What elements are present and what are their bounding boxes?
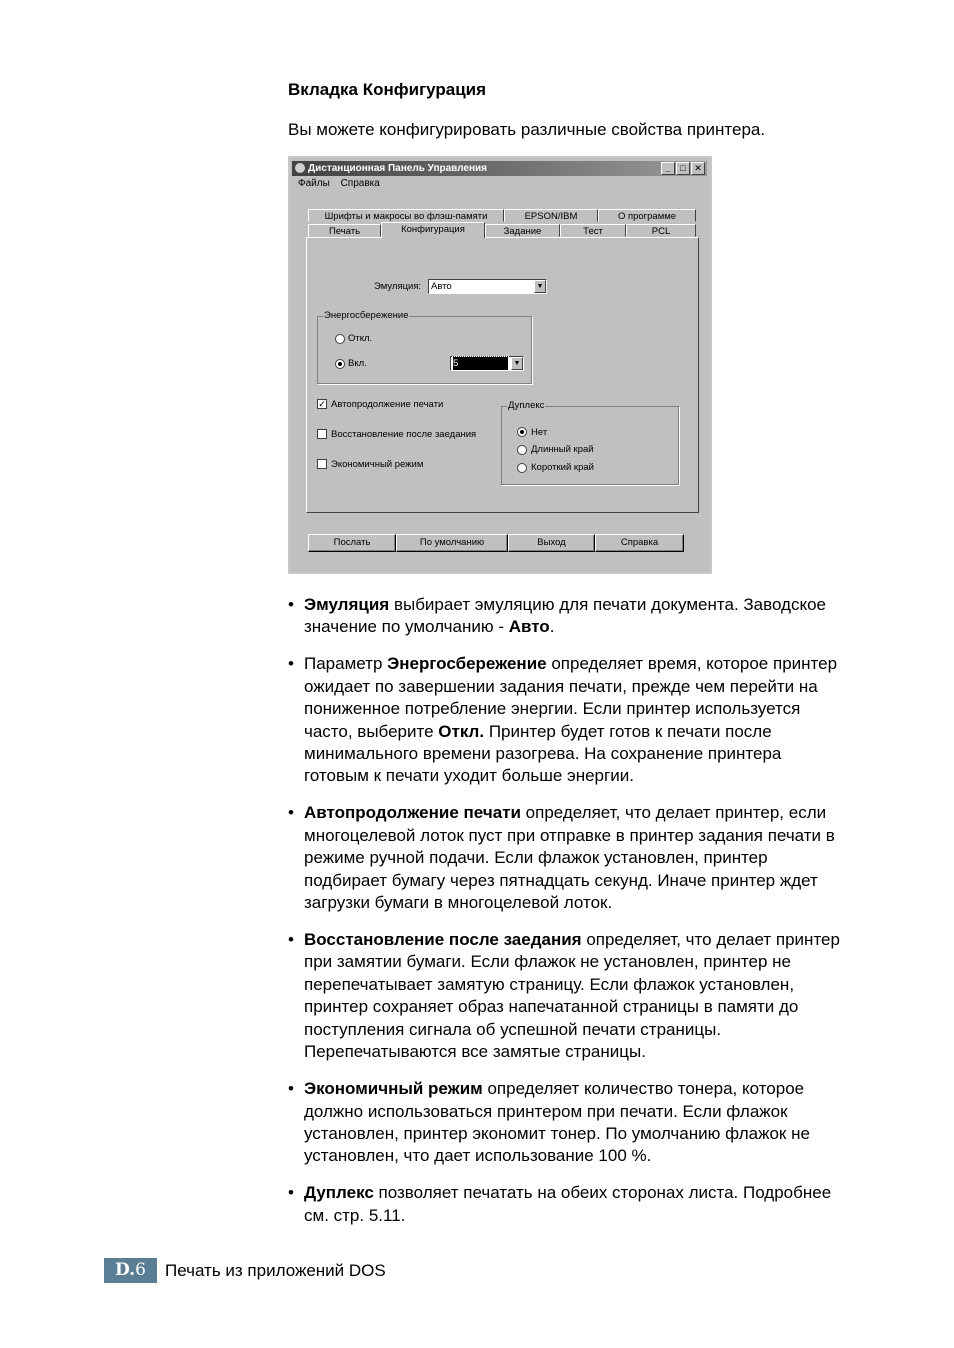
menu-file[interactable]: Файлы: [298, 178, 330, 189]
desc-economy-mode: определяет количество тонера, которое должно использоваться принтером при печати. Если флажок установлен, принтер экономит тонер. По умолчанию флажок не установлен, что дает использование 100 %.: [304, 1079, 810, 1166]
jam-recovery-label: Восстановление после заедания: [331, 429, 477, 440]
power-time-value: 5: [453, 357, 508, 370]
menu-help[interactable]: Справка: [340, 178, 380, 189]
tab-print[interactable]: Печать: [308, 224, 381, 237]
tab-pcl[interactable]: PCL: [626, 224, 696, 237]
duplex-long-edge-label: Длинный край: [531, 444, 594, 455]
economy-mode-checkbox[interactable]: [317, 459, 327, 469]
page-number: 6: [135, 1260, 146, 1280]
duplex-long-edge-radio[interactable]: [517, 445, 527, 455]
power-time-select[interactable]: [450, 356, 524, 371]
desc-jam-recovery: определяет, что делает принтер при замятии бумаги. Если флажок не установлен, принтер не перепечатывает замятую страницу. Если флажок установлен, принтер сохраняет образ напечатанной страницы в памяти до поступления сигнала об успешной печати страницы. Перепечатываются все замятые страницы.: [304, 930, 840, 1062]
duplex-short-edge-radio[interactable]: [517, 463, 527, 473]
chevron-down-icon[interactable]: ▼: [534, 280, 546, 293]
power-on-radio[interactable]: [335, 359, 345, 369]
term-jam-recovery: Восстановление после заедания: [304, 930, 582, 950]
list-item-duplex: [288, 1182, 848, 1227]
list-item-jam-recovery: [288, 929, 848, 1063]
desc-duplex: позволяет печатать на обеих сторонах листа. Подробнее см. стр. 5.11.: [304, 1183, 832, 1225]
term-auto: Авто: [508, 617, 550, 637]
term-auto-continue: Автопродолжение печати: [304, 803, 521, 823]
duplex-legend: Дуплекс: [508, 400, 545, 411]
window-titlebar: [292, 161, 707, 176]
footer-title: Печать из приложений DOS: [165, 1260, 386, 1280]
tab-test[interactable]: Тест: [560, 224, 626, 237]
tab-epson-ibm[interactable]: EPSON/IBM: [504, 209, 598, 222]
control-panel-screenshot: [288, 156, 712, 574]
term-duplex: Дуплекс: [304, 1183, 374, 1203]
list-item-emulation: [288, 594, 848, 639]
power-save-group: [317, 310, 532, 384]
tab-about[interactable]: О программе: [598, 209, 696, 222]
desc-power-save: определяет время, которое принтер ожидает по завершении задания печати, прежде чем перейти на пониженное потребление энергии. Если принтер используется часто, выберите: [304, 654, 838, 741]
term-power-save: Энергосбережение: [387, 654, 547, 674]
power-save-legend: Энергосбережение: [324, 310, 409, 321]
desc-emulation: выбирает эмуляцию для печати документа. Заводское значение по умолчанию -: [304, 595, 826, 637]
term-off: Откл.: [438, 721, 485, 741]
emulation-value: Авто: [431, 281, 452, 292]
term-emulation: Эмуляция: [304, 595, 390, 614]
emulation-label: Эмуляция:: [374, 281, 422, 292]
tabs-back-row: [308, 209, 696, 222]
auto-continue-label: Автопродолжение печати: [331, 399, 444, 410]
list-item-power-save: [288, 653, 848, 787]
duplex-short-edge-label: Короткий край: [531, 462, 594, 473]
help-button[interactable]: Справка: [595, 534, 684, 552]
send-button[interactable]: Послать: [308, 534, 396, 552]
desc-emulation-end: .: [549, 617, 555, 637]
chevron-down-icon[interactable]: ▼: [511, 357, 523, 370]
close-button[interactable]: ✕: [691, 162, 705, 175]
jam-recovery-checkbox[interactable]: [317, 429, 327, 439]
window-title: Дистанционная Панель Управления: [308, 163, 487, 174]
maximize-button[interactable]: □: [676, 162, 690, 175]
emulation-select[interactable]: [428, 279, 547, 294]
options-list: [288, 594, 848, 1242]
intro-paragraph: Вы можете конфигурировать различные свойства принтера.: [288, 120, 766, 139]
economy-mode-label: Экономичный режим: [331, 459, 424, 470]
minimize-button[interactable]: _: [661, 162, 675, 175]
power-off-radio[interactable]: [335, 334, 345, 344]
tabs-front-row: [308, 224, 696, 238]
pre-power-save: Параметр: [304, 654, 388, 674]
section-title: Вкладка Конфигурация: [288, 80, 487, 99]
power-off-label: Откл.: [348, 333, 373, 344]
defaults-button[interactable]: По умолчанию: [396, 534, 508, 552]
exit-button[interactable]: Выход: [508, 534, 595, 552]
tab-job[interactable]: Задание: [485, 224, 560, 237]
power-on-label: Вкл.: [348, 358, 367, 369]
tab-flash-fonts[interactable]: Шрифты и макросы во флэш-памяти: [308, 209, 504, 222]
term-economy-mode: Экономичный режим: [304, 1079, 483, 1099]
list-item-auto-continue: [288, 802, 848, 914]
auto-continue-checkbox[interactable]: ✓: [318, 399, 326, 409]
desc-auto-continue: определяет, что делает принтер, если многоцелевой лоток пуст при отправке в принтер задания печати в режиме ручной подачи. Если флажок установлен, принтер подбирает бумагу через пятнадцать секунд. Иначе принтер ждет загрузки бумаги в многоцелевой лоток.: [304, 803, 835, 913]
app-icon: [295, 163, 305, 173]
menu-bar: [298, 178, 388, 189]
page-number-badge: [104, 1258, 157, 1283]
duplex-none-label: Нет: [531, 427, 548, 438]
duplex-none-radio[interactable]: [517, 427, 527, 437]
list-item-economy-mode: [288, 1078, 848, 1168]
page-section: D.: [115, 1260, 136, 1280]
tab-configuration[interactable]: Конфигурация: [381, 222, 485, 238]
desc-power-save-end: Принтер будет готов к печати после минимального времени разогрева. На сохранение принтера готовым к печати уходит больше энергии.: [304, 721, 782, 786]
page-footer: [104, 1258, 386, 1283]
